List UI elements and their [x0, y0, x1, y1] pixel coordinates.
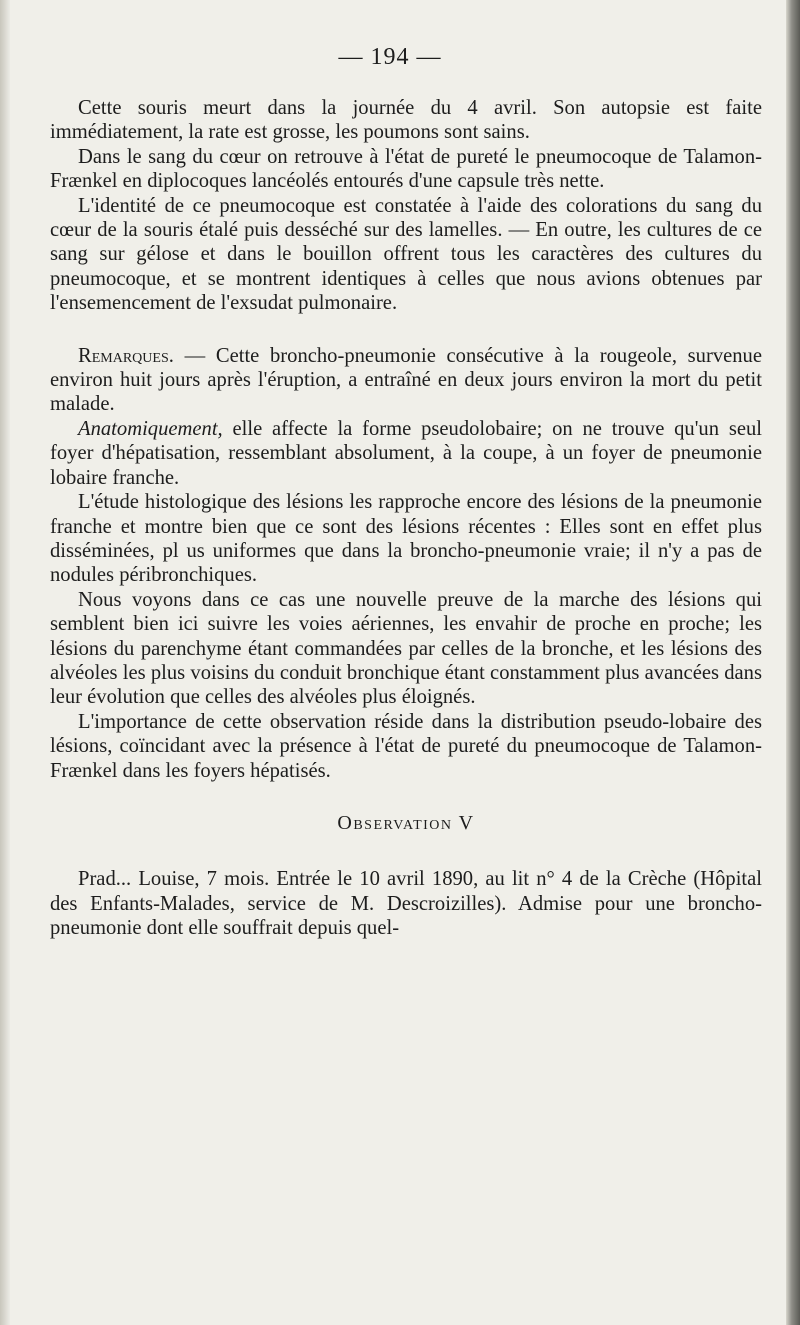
anatomy-text: elle affecte la forme pseudolobaire; on ne trouve qu'un seul foyer d'hépatisation, ressemblant absolument, à la coupe, à un foyer de pneumonie lobaire franche.: [50, 417, 762, 489]
anatomy-lead: Anatomiquement,: [78, 417, 223, 440]
paragraph-autopsy: Cette souris meurt dans la journée du 4 avril. Son autopsie est faite immédiatement, la rate est grosse, les poumons sont sains.: [50, 97, 762, 144]
remarks-text: — Cette broncho-pneumonie consécutive à la rougeole, survenue environ huit jours après l'éruption, a entraîné en deux jours environ la mort du petit malade.: [50, 344, 762, 416]
page-number: — 194 —: [338, 44, 442, 70]
paragraph-blood: Dans le sang du cœur on retrouve à l'état de pureté le pneumocoque de Talamon-Frænkel en diplocoques lancéolés entourés d'une capsule très nette.: [50, 145, 762, 193]
paragraph-progression: Nous voyons dans ce cas une nouvelle preuve de la marche des lésions qui semblent bien ici suivre les voies aériennes, les envahir de proche en proche; les lésions du parenchyme étant commandées par celles de la bronche, et les lésions des alvéoles les plus voisins du conduit bronchique étant constamment plus avancées dans leur évolution que celles des alvéoles plus éloignés.: [50, 588, 762, 709]
paragraph-identity: L'identité de ce pneumocoque est constatée à l'aide des colorations du sang du cœur de la souris étalé puis desséché sur des lamelles. — En outre, les cultures de ce sang sur gélose et dans le bouillon offrent tous les caractères des cultures du pneumocoque, et se montrent identiques à celles que nous avions obtenues par l'ensemencement de l'exsudat pulmonaire.: [50, 194, 762, 315]
page-body: [50, 96, 762, 941]
remarks-lead: Remarques.: [78, 344, 174, 367]
paragraph-observation: Prad... Louise, 7 mois. Entrée le 10 avril 1890, au lit n° 4 de la Crèche (Hôpital des Enfants-Malades, service de M. Descroizilles). Admise pour une broncho-pneumonie dont elle souffrait depuis quel-: [50, 868, 762, 940]
paragraph-anatomy: [50, 417, 762, 490]
page-left-edge: [0, 0, 10, 1325]
book-binding-edge: [786, 0, 800, 1325]
paragraph-histology: L'étude histologique des lésions les rapproche encore des lésions de la pneumonie franche et montre bien que ce sont des lésions récentes : Elles sont en effet plus disséminées, pl us uniformes que dans la broncho-pneumonie vraie; il n'y a pas de nodules péribronchiques.: [50, 491, 762, 587]
paragraph-remarks: [50, 344, 762, 417]
observation-heading: Observation V: [337, 811, 475, 834]
paragraph-importance: L'importance de cette observation réside dans la distribution pseudo-lobaire des lésions, coïncidant avec la présence à l'état de pureté du pneumocoque de Talamon-Frænkel dans les foyers hépatisés.: [50, 710, 762, 782]
